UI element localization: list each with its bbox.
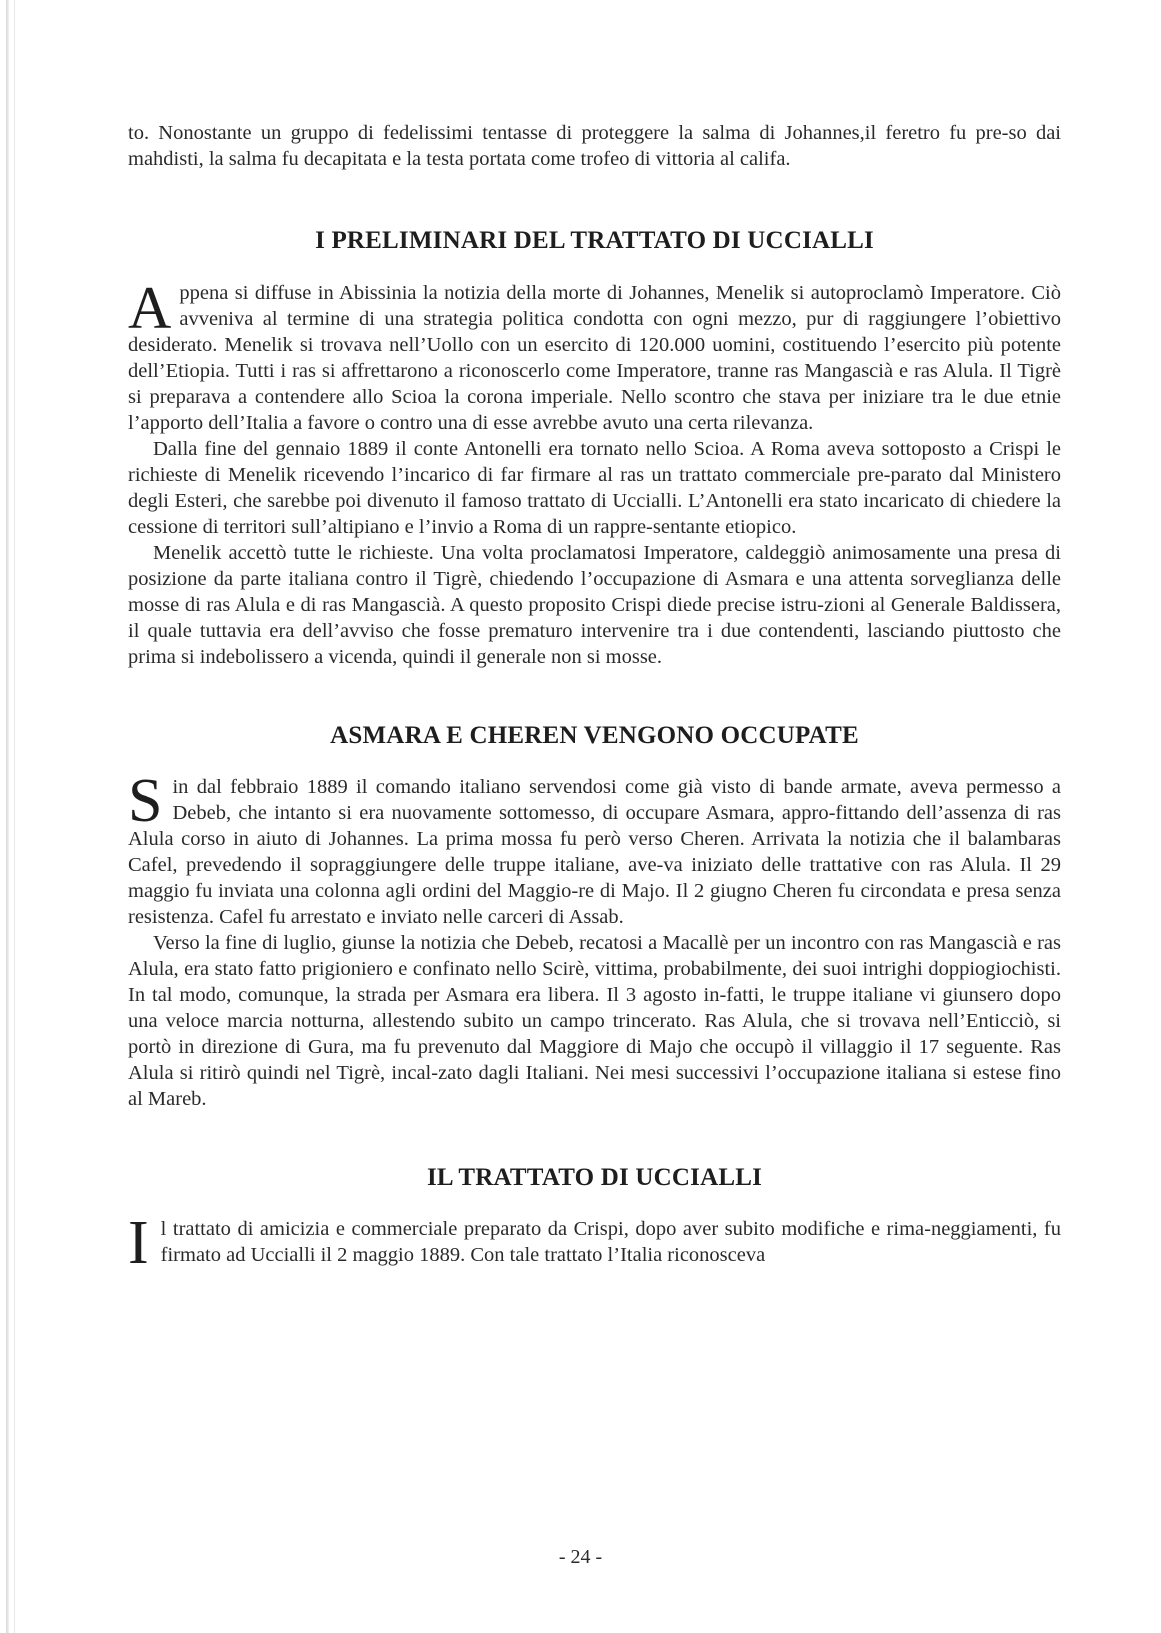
section-paragraph [128, 275, 1061, 436]
section-paragraph: Verso la fine di luglio, giunse la notizia che Debeb, recatosi a Macallè per un incontro con ras Mangascià e ras Alula, era stato fatto prigioniero e confinato nello Scirè, vittima, probabilmente, dei suoi intrighi doppiogiochisti. In tal modo, comunque, la strada per Asmara era libera. Il 3 agosto in-fatti, le truppe italiane vi giunsero dopo una veloce marcia notturna, allestendo subito un campo trincerato. Ras Alula, che si trovava nell’Enticciò, si portò in direzione di Gura, ma fu prevenuto dal Maggiore di Majo che occupò il villaggio il 17 seguente. Ras Alula si ritirò quindi nel Tigrè, incal-zato dagli Italiani. Nei mesi successivi l’occupazione italiana si estese fino al Mareb. [128, 932, 1061, 1110]
drop-cap: A [128, 275, 172, 341]
page-binding-line [14, 0, 15, 1633]
section-paragraph: Menelik accettò tutte le richieste. Una volta proclamatosi Imperatore, caldeggiò animosamente una presa di posizione da parte italiana contro il Tigrè, chiedendo l’occupazione di Asmara e una attenta sorveglianza delle mosse di ras Alula e di ras Mangascià. A questo proposito Crispi diede precise istru-zioni al Generale Baldissera, il quale tuttavia era dell’avviso che fosse prematuro intervenire tra i due contendenti, lasciando piuttosto che prima si indebolissero a vicenda, quindi il generale non si mosse. [128, 542, 1061, 668]
section-paragraph: Dalla fine del gennaio 1889 il conte Antonelli era tornato nello Scioa. A Roma aveva sottoposto a Crispi le richieste di Menelik ricevendo l’incarico di far firmare al ras un trattato commerciale pre-parato dal Ministero degli Esteri, che sarebbe poi divenuto il famoso trattato di Uccialli. L’Antonelli era stato incaricato di chiedere la cessione di territori sull’altipiano e l’invio a Roma di un rappre-sentante etiopico. [128, 438, 1061, 538]
opening-paragraph: to. Nonostante un gruppo di fedelissimi tentasse di proteggere la salma di Johannes,il feretro fu pre-so dai mahdisti, la salma fu decapitata e la testa portata come trofeo di vittoria al califa. [128, 122, 1061, 170]
page-binding-edge [6, 0, 9, 1633]
section-title-asmara-cheren: ASMARA E CHEREN VENGONO OCCUPATE [330, 722, 859, 749]
page-body [128, 120, 1061, 1277]
drop-cap: I [128, 1209, 149, 1277]
paragraph-text: in dal febbraio 1889 il comando italiano servendosi come già visto di bande armate, aveva permesso a Debeb, che intanto si era nuovamente sottomesso, di occupare Asmara, appro-fittando dell’assenza di ras Alula corso in aiuto di Johannes. La prima mossa fu però verso Cheren. Arrivata la notizia che il balambaras Cafel, prevedendo il sopraggiungere delle truppe italiane, ave-va iniziato delle trattative con ras Alula. Il 29 maggio fu inviata una colonna agli ordini del Maggio-re di Majo. Il 2 giugno Cheren fu circondata e presa senza resistenza. Cafel fu arrestato e inviato nelle carceri di Assab. [128, 776, 1061, 928]
drop-cap: S [128, 767, 163, 835]
section-paragraph [128, 1209, 1061, 1277]
page-number: - 24 - [558, 1546, 603, 1568]
section-title-preliminari: I PRELIMINARI DEL TRATTATO DI UCCIALLI [315, 227, 874, 254]
section-trattato-uccialli [128, 1209, 1061, 1277]
section-asmara-cheren [128, 767, 1061, 1112]
section-paragraph [128, 767, 1061, 930]
paragraph-text: ppena si diffuse in Abissinia la notizia della morte di Johannes, Menelik si autoproclamò Imperatore. Ciò avveniva al termine di una strategia politica condotta con ogni mezzo, pur di raggiungere l’obiettivo desiderato. Menelik si trovava nell’Uollo con un esercito di 120.000 uomini, costituendo l’esercito più potente dell’Etiopia. Tutti i ras si affrettarono a riconoscerlo come Imperatore, tranne ras Mangascià e ras Alula. Il Tigrè si preparava a contendere allo Scioa la corona imperiale. Nello scontro che stava per iniziare tra le due etnie l’apporto dell’Italia a favore o contro una di esse avrebbe avuto una certa rilevanza. [128, 282, 1061, 434]
paragraph-text: l trattato di amicizia e commerciale preparato da Crispi, dopo aver subito modifiche e rima-neggiamenti, fu firmato ad Uccialli il 2 maggio 1889. Con tale trattato l’Italia riconosceva [160, 1218, 1061, 1266]
section-preliminari [128, 275, 1061, 670]
section-title-trattato-uccialli: IL TRATTATO DI UCCIALLI [426, 1164, 763, 1191]
